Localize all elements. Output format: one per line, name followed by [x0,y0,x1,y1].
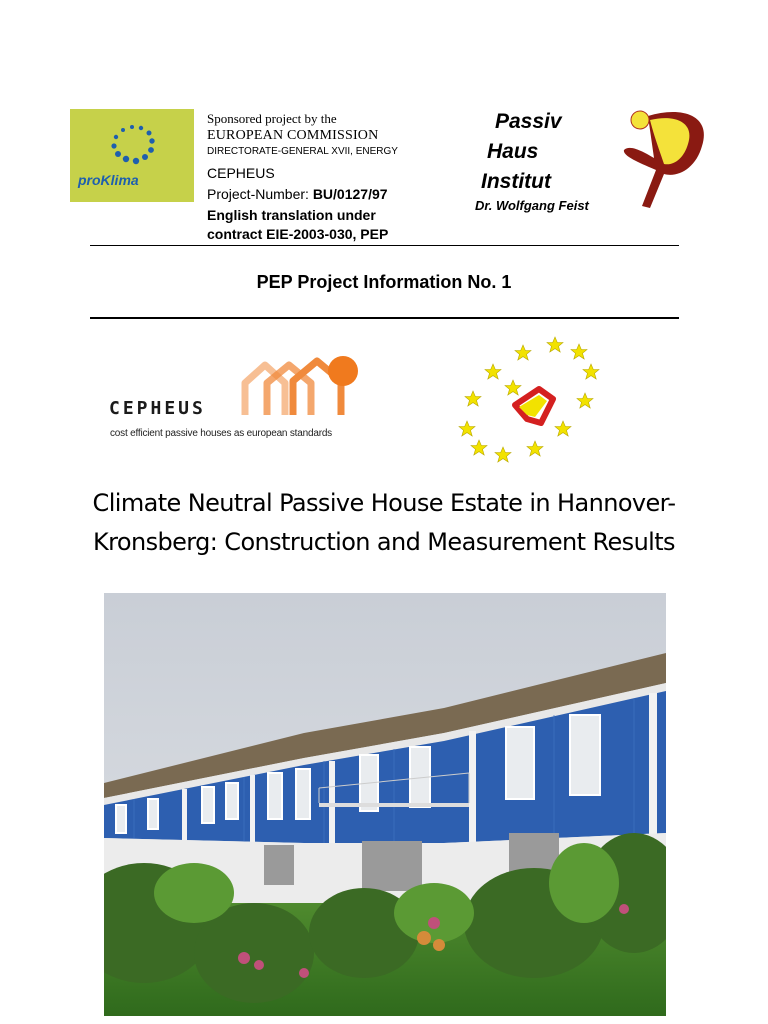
pep-project-title: PEP Project Information No. 1 [256,272,512,292]
eu-star-circle-icon [455,335,615,470]
european-commission-line: EUROPEAN COMMISSION [207,128,379,143]
passivhaus-logo-icon [620,106,710,216]
institute-name-line-2: Haus [487,140,539,163]
institute-name-line-1: Passiv [495,110,562,133]
cepheus-wordmark: CEPHEUS [109,398,206,419]
translation-line-1: English translation under [207,207,376,223]
header-divider [90,245,679,246]
project-number-line [207,186,388,202]
proklima-wordmark: proKlima [78,172,139,188]
document-title-line-2: Kronsberg: Construction and Measurement Results [93,528,675,556]
cepheus-line: CEPHEUS [207,165,275,181]
project-number: BU/0127/97 [312,186,388,202]
directorate-line: DIRECTORATE-GENERAL XVII, ENERGY [207,146,398,157]
sponsor-line: Sponsored project by the [207,111,337,126]
document-title-line-1: Climate Neutral Passive House Estate in Hannover- [92,489,676,517]
title-divider [90,317,679,319]
translation-line-2: contract EIE-2003-030, PEP [207,226,389,242]
proklima-logo [70,109,194,202]
cepheus-tagline: cost efficient passive houses as european standards [110,428,332,439]
proklima-dots-icon [70,109,194,202]
terraced-passive-houses-photo [104,593,666,1016]
institute-name-line-3: Institut [481,170,551,193]
project-number-label: Project-Number: [207,186,313,202]
institute-author: Dr. Wolfgang Feist [475,198,589,213]
